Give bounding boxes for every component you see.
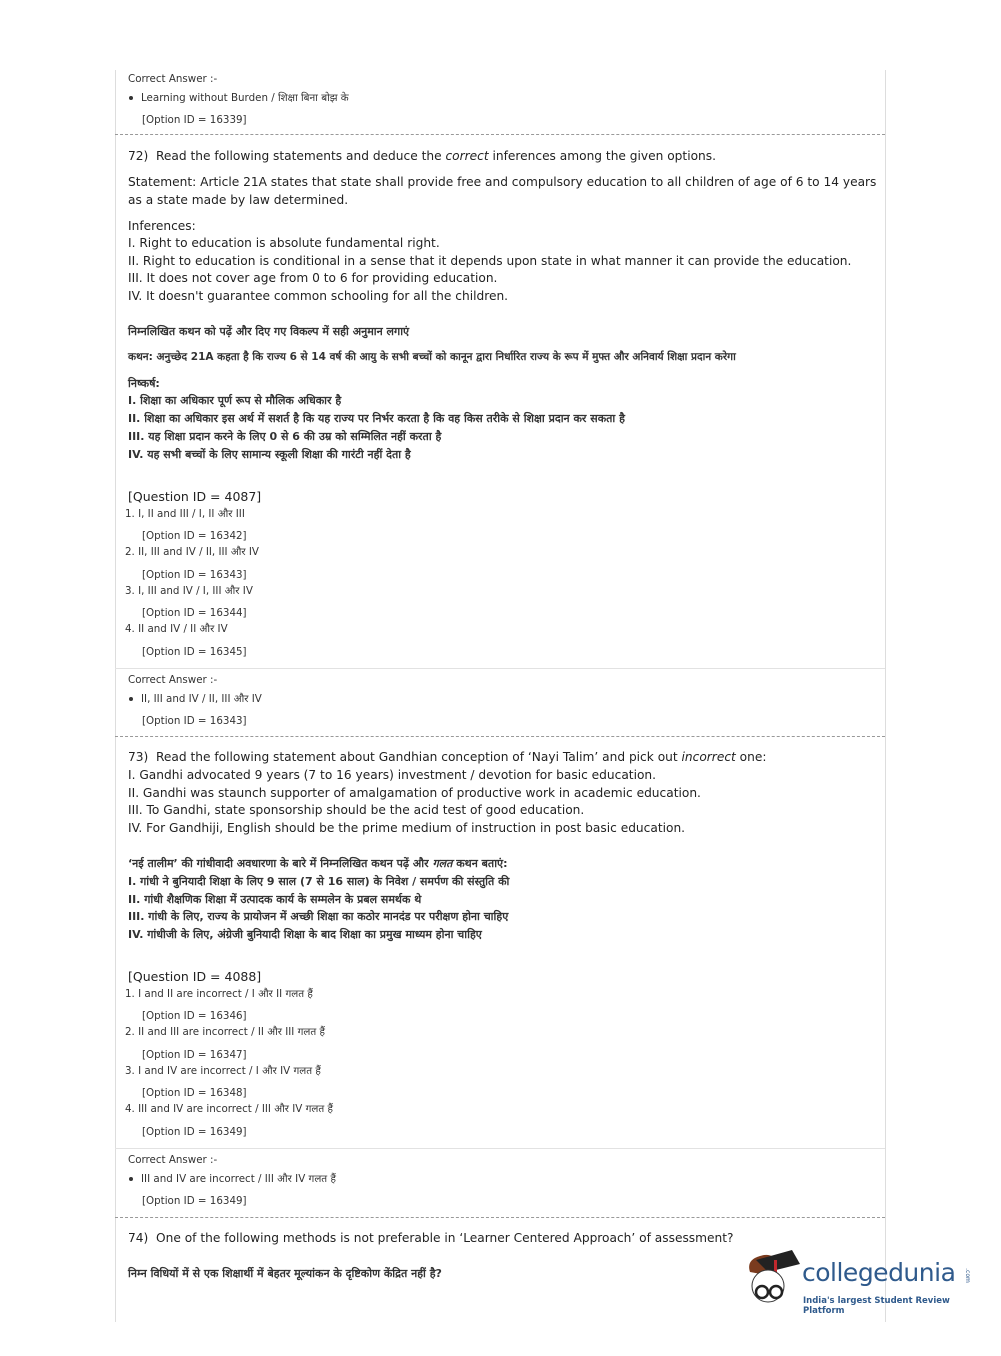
option-3[interactable]: 3. I, III and IV / I, III और IV — [125, 585, 253, 597]
inferences-label: Inferences: — [128, 219, 196, 233]
option-4[interactable]: 4. II and IV / II और IV — [125, 623, 228, 635]
option-id: [Option ID = 16339] — [142, 114, 247, 126]
bullet-icon — [129, 1177, 133, 1181]
option-id: [Option ID = 16344] — [142, 607, 247, 619]
option-id: [Option ID = 16348] — [142, 1087, 247, 1099]
hi-q-em: गलत — [432, 857, 453, 870]
brand-suffix: .com — [963, 1268, 971, 1283]
option-2[interactable]: 2. II, III and IV / II, III और IV — [125, 546, 259, 558]
correct-answer-label: Correct Answer :- — [128, 1154, 218, 1166]
inference: II. Right to education is conditional in a sense that it depends upon state in what manner it can provide the education. — [128, 254, 852, 268]
correct-answer-label: Correct Answer :- — [128, 674, 218, 686]
hindi-statement: कथन: अनुच्छेद 21A कहता है कि राज्य 6 से 14 वर्ष की आयु के सभी बच्चों को कानून द्वारा निर्धारित राज्य के रूप में मुफ्त और अनिवार्य शिक्षा प्रदान करेगा — [128, 351, 736, 363]
divider — [115, 1217, 885, 1218]
collegedunia-logo — [742, 1250, 982, 1316]
inference: III. It does not cover age from 0 to 6 for providing education. — [128, 271, 498, 285]
question-73-text — [128, 750, 766, 764]
statement: IV. For Gandhiji, English should be the prime medium of instruction in post basic education. — [128, 821, 686, 835]
q-em: incorrect — [681, 750, 736, 764]
correct-answer: Learning without Burden / शिक्षा बिना बोझ के — [141, 92, 349, 104]
mascot-icon — [742, 1250, 802, 1310]
correct-answer-label: Correct Answer :- — [128, 73, 218, 85]
question-number: 74) — [128, 1231, 149, 1245]
q-pre: Read the following statement about Gandhian conception of ‘Nayi Talim’ and pick out — [156, 750, 682, 764]
divider — [115, 668, 885, 669]
hindi-question: निम्न विधियों में से एक शिक्षार्थी में बेहतर मूल्यांकन के दृष्टिकोण केंद्रित नहीं है? — [128, 1267, 442, 1280]
question-74-text — [128, 1231, 733, 1245]
option-id: [Option ID = 16346] — [142, 1010, 247, 1022]
hi-q-pre: ‘नई तालीम’ की गांधीवादी अवधारणा के बारे में निम्नलिखित कथन पढ़ें और — [128, 857, 433, 870]
hindi-statement: I. गांधी ने बुनियादी शिक्षा के लिए 9 साल (7 से 16 साल) के निवेश / समर्पण की संस्तुति की — [128, 875, 510, 888]
statement: I. Gandhi advocated 9 years (7 to 16 years) investment / devotion for basic education. — [128, 768, 657, 782]
question-id: [Question ID = 4088] — [128, 969, 262, 984]
statement: III. To Gandhi, state sponsorship should be the acid test of good education. — [128, 803, 585, 817]
statement: II. Gandhi was staunch supporter of amalgamation of productive work in academic education. — [128, 786, 701, 800]
hindi-statement: IV. गांधीजी के लिए, अंग्रेजी बुनियादी शिक्षा के बाद शिक्षा का प्रमुख माध्यम होना चाहिए — [128, 928, 482, 941]
correct-answer: III and IV are incorrect / III और IV गलत हैं — [141, 1173, 336, 1185]
inference: I. Right to education is absolute fundamental right. — [128, 236, 440, 250]
option-1[interactable]: 1. I and II are incorrect / I और II गलत हैं — [125, 988, 313, 1000]
option-1[interactable]: 1. I, II and III / I, II और III — [125, 508, 245, 520]
option-id: [Option ID = 16343] — [142, 715, 247, 727]
hindi-inference: IV. यह सभी बच्चों के लिए सामान्य स्कूली शिक्षा की गारंटी नहीं देता है — [128, 448, 411, 461]
option-id: [Option ID = 16349] — [142, 1126, 247, 1138]
hindi-inferences-label: निष्कर्ष: — [128, 377, 160, 390]
option-id: [Option ID = 16345] — [142, 646, 247, 658]
statement-line: Statement: Article 21A states that state shall provide free and compulsory education to all children of age of 6 to 14 years — [128, 175, 877, 189]
option-2[interactable]: 2. II and III are incorrect / II और III गलत हैं — [125, 1026, 325, 1038]
option-id: [Option ID = 16349] — [142, 1195, 247, 1207]
question-id: [Question ID = 4087] — [128, 489, 262, 504]
correct-answer: II, III and IV / II, III और IV — [141, 693, 262, 705]
option-4[interactable]: 4. III and IV are incorrect / III और IV गलत हैं — [125, 1103, 334, 1115]
q-em: correct — [445, 149, 489, 163]
hindi-statement: III. गांधी के लिए, राज्य के प्रायोजन में अच्छी शिक्षा का कठोर मानदंड पर परीक्षण होना चाहिए — [128, 910, 509, 923]
divider — [115, 1148, 885, 1149]
q-post: one: — [735, 750, 767, 764]
hindi-inference: III. यह शिक्षा प्रदान करने के लिए 0 से 6 की उम्र को सम्मिलित नहीं करता है — [128, 430, 442, 443]
hi-q-post: कथन बताएं: — [452, 857, 508, 870]
option-id: [Option ID = 16347] — [142, 1049, 247, 1061]
question-number: 72) — [128, 149, 149, 163]
statement-line: as a state made by law determined. — [128, 193, 349, 207]
hindi-inference: II. शिक्षा का अधिकार इस अर्थ में सशर्त है कि यह राज्य पर निर्भर करता है कि वह किस तरीके से शिक्षा प्रदान कर सकता है — [128, 412, 625, 425]
question-text: One of the following methods is not preferable in ‘Learner Centered Approach’ of assessment? — [156, 1231, 734, 1245]
q-post: inferences among the given options. — [488, 149, 716, 163]
question-72-text — [128, 149, 716, 163]
divider — [115, 134, 885, 135]
hindi-inference: I. शिक्षा का अधिकार पूर्ण रूप से मौलिक अधिकार है — [128, 394, 342, 407]
brand-tagline: India's largest Student Review Platform — [803, 1296, 950, 1316]
bullet-icon — [129, 96, 133, 100]
question-number: 73) — [128, 750, 149, 764]
hindi-question — [128, 856, 508, 871]
inference: IV. It doesn't guarantee common schooling for all the children. — [128, 289, 509, 303]
option-id: [Option ID = 16343] — [142, 569, 247, 581]
divider — [115, 736, 885, 737]
option-id: [Option ID = 16342] — [142, 530, 247, 542]
q-pre: Read the following statements and deduce the — [156, 149, 446, 163]
hindi-statement: II. गांधी शैक्षणिक शिक्षा में उत्पादक कार्य के सम्मलेन के प्रबल समर्थक थे — [128, 893, 422, 906]
hindi-question: निम्नलिखित कथन को पढ़ें और दिए गए विकल्प में सही अनुमान लगाएं — [128, 325, 410, 338]
option-3[interactable]: 3. I and IV are incorrect / I और IV गलत हैं — [125, 1065, 321, 1077]
bullet-icon — [129, 697, 133, 701]
brand-name: collegedunia — [802, 1258, 956, 1287]
